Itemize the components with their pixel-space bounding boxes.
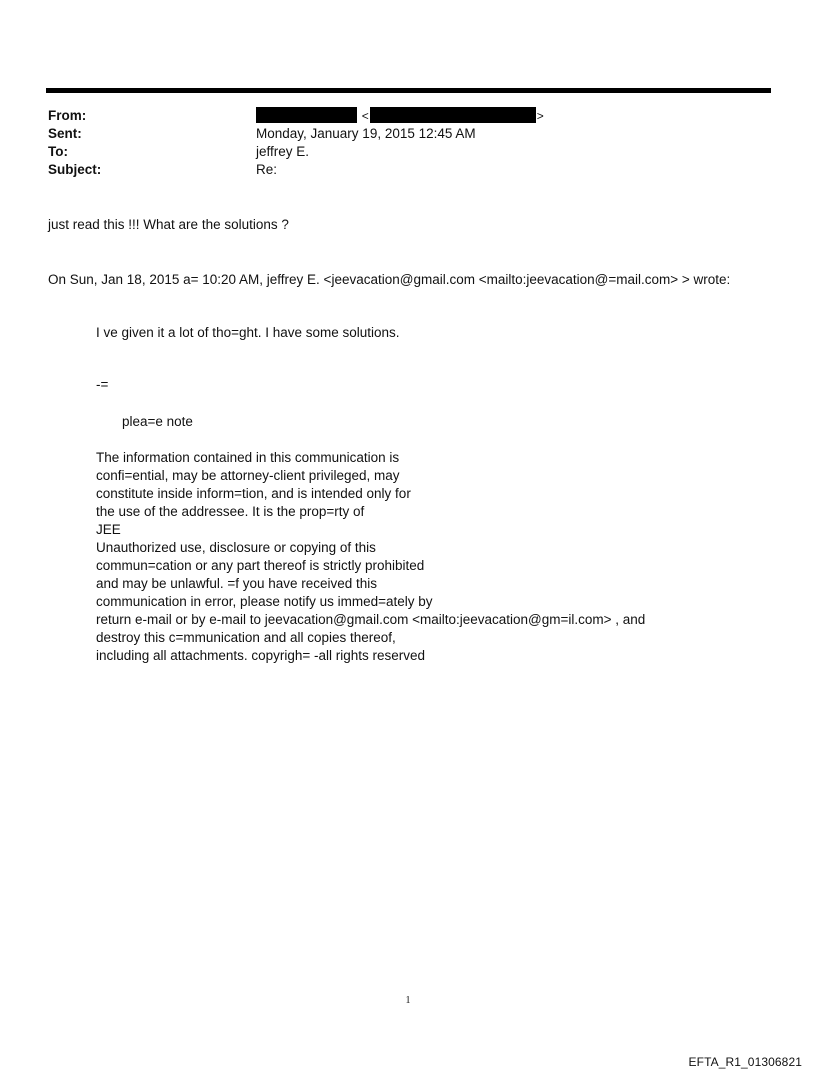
disclaimer-line: the use of the addressee. It is the prop=rty of [96, 504, 365, 519]
disclaimer-line: including all attachments. copyrigh= -all rights reserved [96, 648, 426, 663]
from-row [48, 107, 768, 125]
confidentiality-disclaimer [96, 449, 645, 665]
disclaimer-line: constitute inside inform=tion, and is intended only for [96, 486, 411, 501]
signature-separator: -= [96, 377, 109, 392]
redacted-sender-name [256, 107, 357, 123]
to-label: To: [48, 144, 68, 159]
subject-label: Subject: [48, 162, 102, 177]
from-label: From: [48, 108, 87, 123]
disclaimer-line: The information contained in this communication is [96, 450, 400, 465]
quoted-message-text: I ve given it a lot of tho=ght. I have some solutions. [96, 325, 400, 340]
sent-row [48, 125, 768, 143]
disclaimer-line: communication in error, please notify us immed=ately by [96, 594, 433, 609]
from-open-angle: < [361, 109, 369, 123]
from-close-angle: > [536, 109, 544, 123]
redacted-sender-email [370, 107, 536, 123]
to-row [48, 143, 768, 161]
disclaimer-line: confi=ential, may be attorney-client privileged, may [96, 468, 400, 483]
quoted-message-header: On Sun, Jan 18, 2015 a= 10:20 AM, jeffrey E. <jeevacation@gmail.com <mailto:jeevacation@=mail.com> > wrote: [48, 272, 731, 287]
disclaimer-line: return e-mail or by e-mail to jeevacation@gmail.com <mailto:jeevacation@gm=il.com> , and [96, 612, 646, 627]
subject-value: Re: [256, 162, 278, 177]
sent-value: Monday, January 19, 2015 12:45 AM [256, 126, 476, 141]
sent-label: Sent: [48, 126, 82, 141]
document-id: EFTA_R1_01306821 [688, 1055, 802, 1069]
disclaimer-line: commun=cation or any part thereof is strictly prohibited [96, 558, 425, 573]
from-value [256, 107, 545, 125]
please-note-text: plea=e note [122, 414, 193, 429]
page-number: 1 [405, 995, 411, 1006]
disclaimer-line: and may be unlawful. =f you have received this [96, 576, 378, 591]
disclaimer-line: Unauthorized use, disclosure or copying of this [96, 540, 376, 555]
disclaimer-line: destroy this c=mmunication and all copies thereof, [96, 630, 396, 645]
header-rule [46, 88, 771, 93]
subject-row [48, 161, 768, 179]
to-value: jeffrey E. [256, 144, 310, 159]
disclaimer-line: JEE [96, 522, 121, 537]
email-header [48, 107, 768, 179]
message-intro: just read this !!! What are the solutions ? [48, 217, 289, 232]
